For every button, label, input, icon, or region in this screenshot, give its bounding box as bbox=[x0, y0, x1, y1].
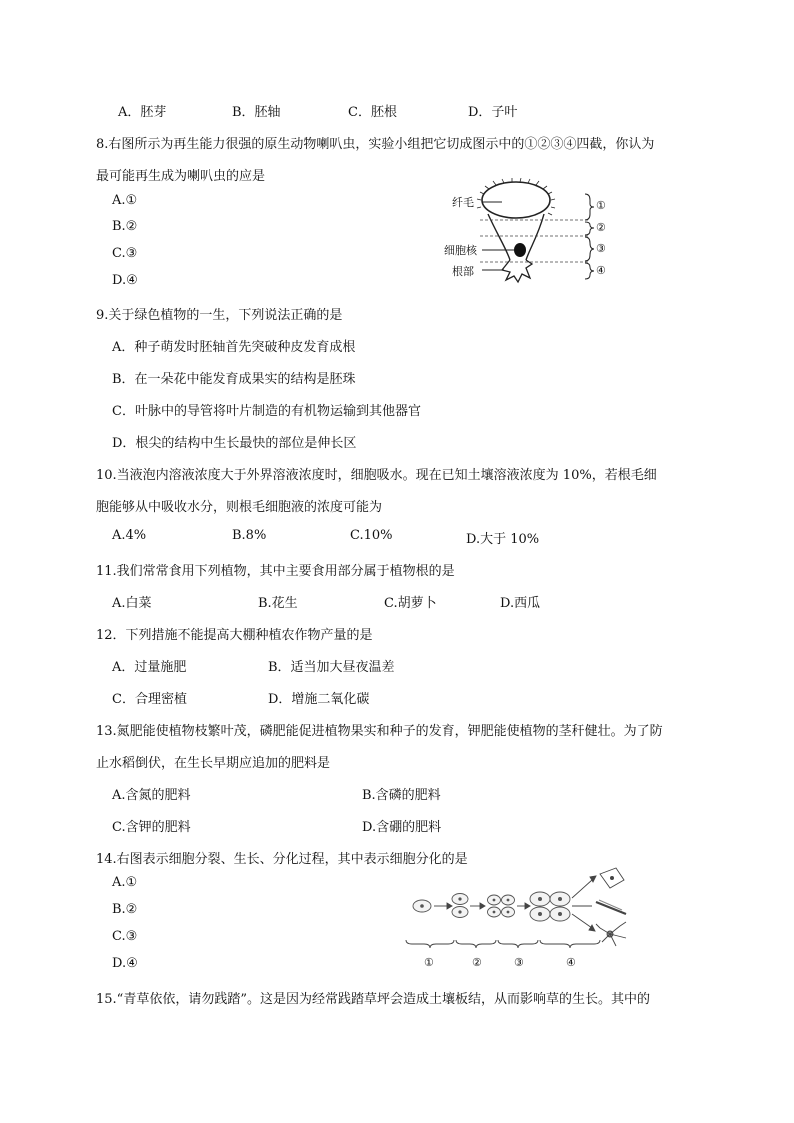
q10-option-d: D.大于 10% bbox=[466, 532, 540, 547]
q12-option-b: B．适当加大昼夜温差 bbox=[268, 660, 395, 675]
section-2-label: ② bbox=[596, 221, 606, 234]
q14-option-d: D.④ bbox=[112, 956, 138, 971]
nucleus-label: 细胞核 bbox=[444, 244, 477, 257]
process-2-label: ② bbox=[472, 956, 482, 969]
q13-option-d: D.含硼的肥料 bbox=[362, 820, 442, 835]
q12-option-c: C．合理密植 bbox=[112, 692, 187, 707]
q7-option-c: C．胚根 bbox=[348, 105, 397, 120]
q9-stem: 9.关于绿色植物的一生，下列说法正确的是 bbox=[96, 308, 343, 323]
section-3-label: ③ bbox=[596, 242, 606, 255]
q9-option-b: B．在一朵花中能发育成果实的结构是胚珠 bbox=[112, 372, 356, 387]
process-4-label: ④ bbox=[566, 956, 576, 969]
q7-option-d: D．子叶 bbox=[468, 105, 518, 120]
q13-stem-line1: 13.氮肥能使植物枝繁叶茂，磷肥能促进植物果实和种子的发育，钾肥能使植物的茎秆健壮。为了防 bbox=[96, 724, 663, 739]
q11-option-d: D.西瓜 bbox=[500, 596, 541, 611]
process-3-label: ③ bbox=[514, 956, 524, 969]
cilia-label: 纤毛 bbox=[452, 196, 474, 209]
q9-option-d: D．根尖的结构中生长最快的部位是伸长区 bbox=[112, 436, 357, 451]
q9-option-c: C．叶脉中的导管将叶片制造的有机物运输到其他器官 bbox=[112, 404, 421, 419]
q14-option-c: C.③ bbox=[112, 929, 138, 944]
q8-option-b: B.② bbox=[112, 219, 138, 234]
q14-option-a: A.① bbox=[112, 875, 138, 890]
q10-option-b: B.8% bbox=[232, 528, 267, 543]
section-4-label: ④ bbox=[596, 264, 606, 277]
q7-option-b: B．胚轴 bbox=[232, 105, 281, 120]
root-label: 根部 bbox=[452, 265, 474, 278]
q8-option-d: D.④ bbox=[112, 273, 138, 288]
process-1-label: ① bbox=[424, 956, 434, 969]
q13-stem-line2: 止水稻倒伏，在生长早期应追加的肥料是 bbox=[96, 756, 331, 771]
q12-option-d: D．增施二氧化碳 bbox=[268, 692, 370, 707]
q10-stem-line1: 10.当液泡内溶液浓度大于外界溶液浓度时，细胞吸水。现在已知土壤溶液浓度为 10%，若根毛细 bbox=[96, 468, 657, 483]
q9-option-a: A．种子萌发时胚轴首先突破种皮发育成根 bbox=[112, 340, 356, 355]
q8-stem-line2: 最可能再生成为喇叭虫的应是 bbox=[96, 169, 266, 184]
q8-option-a: A.① bbox=[112, 193, 138, 208]
q14-stem: 14.右图表示细胞分裂、生长、分化过程，其中表示细胞分化的是 bbox=[96, 852, 468, 867]
q7-option-a: A．胚芽 bbox=[118, 105, 167, 120]
q10-stem-line2: 胞能够从中吸收水分，则根毛细胞液的浓度可能为 bbox=[96, 500, 383, 515]
q11-option-a: A.白菜 bbox=[112, 596, 152, 611]
q13-option-a: A.含氮的肥料 bbox=[112, 788, 191, 803]
q8-stem-line1: 8.右图所示为再生能力很强的原生动物喇叭虫，实验小组把它切成图示中的①②③④四截，你认为 bbox=[96, 137, 655, 152]
q15-stem: 15.“青草依依，请勿践踏”。这是因为经常践踏草坪会造成土壤板结，从而影响草的生长。其中的 bbox=[96, 992, 650, 1007]
q10-option-c: C.10% bbox=[350, 528, 393, 543]
section-1-label: ① bbox=[596, 199, 606, 212]
q13-option-b: B.含磷的肥料 bbox=[362, 788, 441, 803]
q11-stem: 11.我们常常食用下列植物，其中主要食用部分属于植物根的是 bbox=[96, 564, 455, 579]
cell-process-figure bbox=[404, 866, 636, 952]
q12-option-a: A．过量施肥 bbox=[112, 660, 187, 675]
q11-option-b: B.花生 bbox=[258, 596, 298, 611]
q14-option-b: B.② bbox=[112, 902, 138, 917]
q11-option-c: C.胡萝卜 bbox=[384, 596, 437, 611]
q10-option-a: A.4% bbox=[112, 528, 147, 543]
q13-option-c: C.含钾的肥料 bbox=[112, 820, 191, 835]
q12-stem: 12．下列措施不能提高大棚种植农作物产量的是 bbox=[96, 628, 373, 643]
q8-option-c: C.③ bbox=[112, 246, 138, 261]
